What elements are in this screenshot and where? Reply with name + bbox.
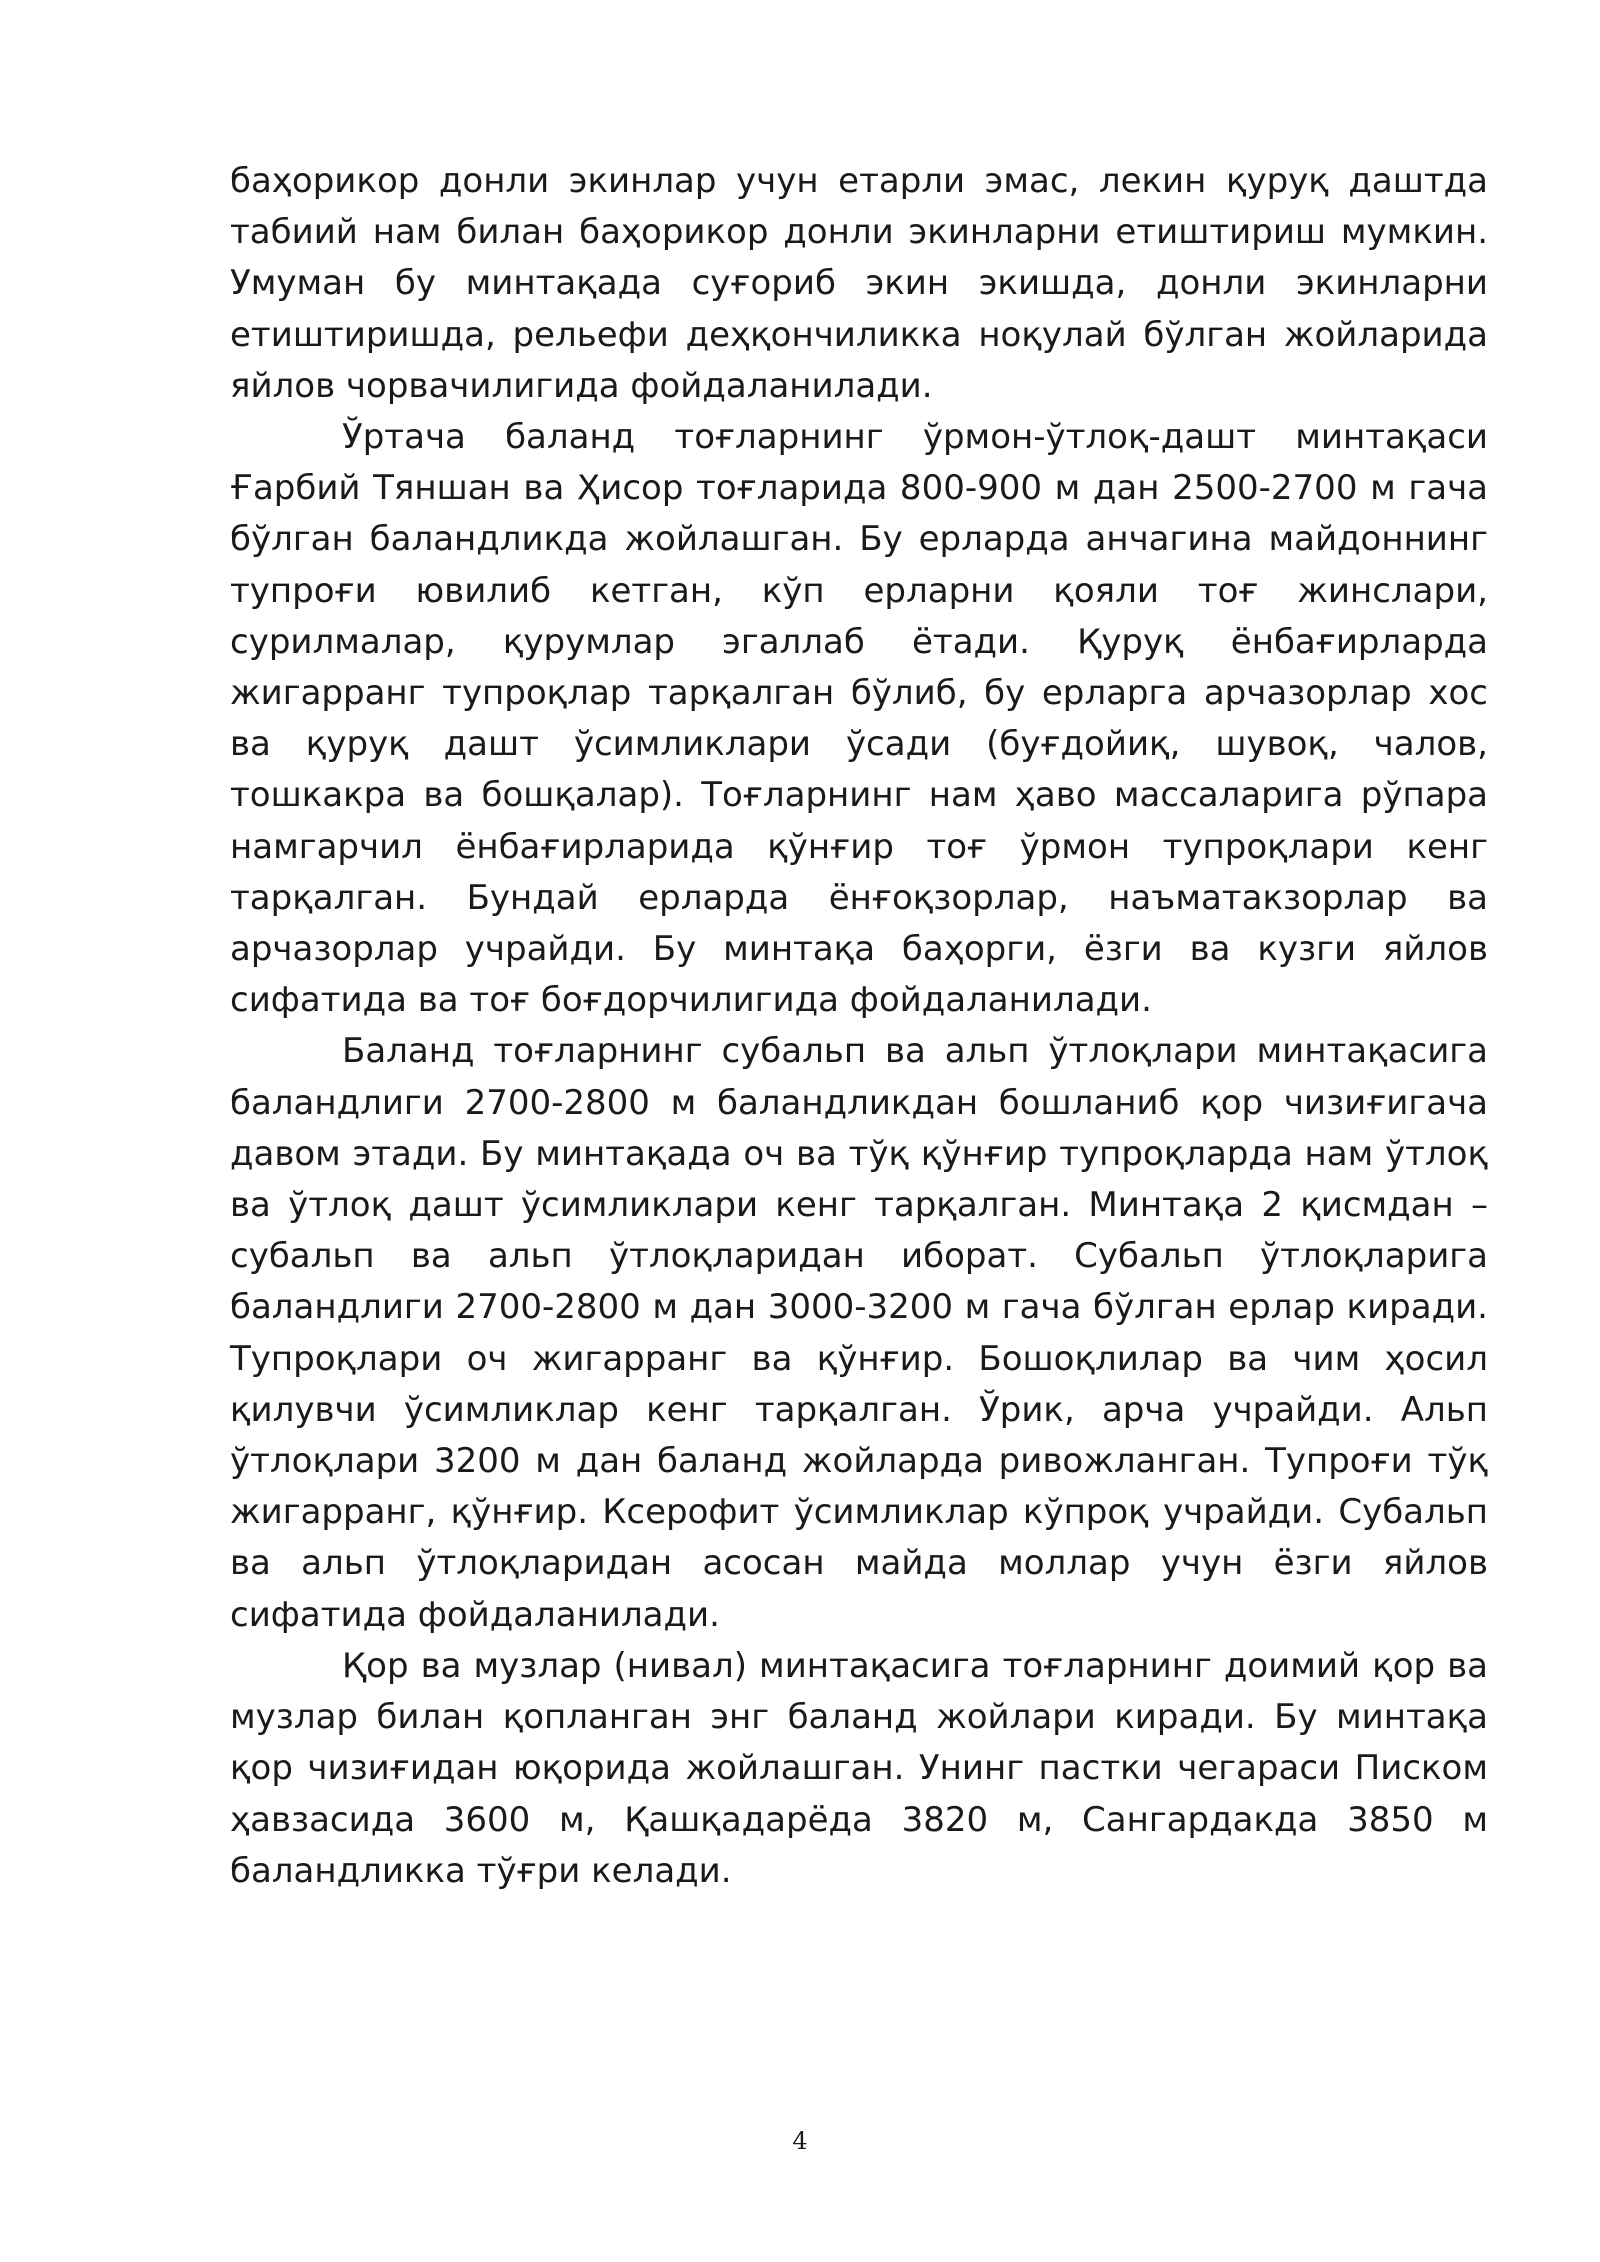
paragraph-1: баҳорикор донли экинлар учун етарли эмас, лекин қуруқ даштда табиий нам билан баҳорикор донли экинларни етиштириш мумкин. Умуман бу минтақада суғориб экин экишда, донли экинларни етиштиришда, рельефи деҳқончиликка ноқулай бўлган жойларида яйлов чорвачилигида фойдаланилади. bbox=[230, 161, 1488, 406]
body-text bbox=[230, 156, 1488, 1897]
paragraph-2: Ўртача баланд тоғларнинг ўрмон-ўтлоқ-дашт минтақаси Ғарбий Тяншан ва Ҳисор тоғларида 800-900 м дан 2500-2700 м гача бўлган баландликда жойлашган. Бу ерларда анчагина майдоннинг тупроғи ювилиб кетган, кўп ерларни қояли тоғ жинслари, сурилмалар, қурумлар эгаллаб ётади. Қуруқ ёнбағирларда жигарранг тупроқлар тарқалган бўлиб, бу ерларга арчазорлар хос ва қуруқ дашт ўсимликлари ўсади (буғдойиқ, шувоқ, чалов, тошкакра ва бошқалар). Тоғларнинг нам ҳаво массаларига рўпара намгарчил ёнбағирларида қўнғир тоғ ўрмон тупроқлари кенг тарқалган. Бундай ерларда ёнғоқзорлар, наъматакзорлар ва арчазорлар учрайди. Бу минтақа баҳорги, ёзги ва кузги яйлов сифатида ва тоғ боғдорчилигида фойдаланилади. bbox=[230, 417, 1488, 1021]
paragraph-4: Қор ва музлар (нивал) минтақасига тоғларнинг доимий қор ва музлар билан қопланган энг баланд жойлари киради. Бу минтақа қор чизиғидан юқорида жойлашган. Унинг пастки чегараси Писком ҳавзасида 3600 м, Қашқадарёда 3820 м, Сангардакда 3850 м баландликка тўғри келади. bbox=[230, 1645, 1488, 1891]
page-number: 4 bbox=[792, 2127, 808, 2155]
paragraph-3: Баланд тоғларнинг субальп ва альп ўтлоқлари минтақасига баландлиги 2700-2800 м баландликдан бошланиб қор чизиғигача давом этади. Бу минтақада оч ва тўқ қўнғир тупроқларда нам ўтлоқ ва ўтлоқ дашт ўсимликлари кенг тарқалган. Минтақа 2 қисмдан – субальп ва альп ўтлоқларидан иборат. Субальп ўтлоқларига баландлиги 2700-2800 м дан 3000-3200 м гача бўлган ерлар киради. Тупроқлари оч жигарранг ва қўнғир. Бошоқлилар ва чим ҳосил қилувчи ўсимликлар кенг тарқалган. Ўрик, арча учрайди. Альп ўтлоқлари 3200 м дан баланд жойларда ривожланган. Тупроғи тўқ жигарранг, қўнғир. Ксерофит ўсимликлар кўпроқ учрайди. Субальп ва альп ўтлоқларидан асосан майда моллар учун ёзги яйлов сифатида фойдаланилади. bbox=[230, 1031, 1488, 1635]
